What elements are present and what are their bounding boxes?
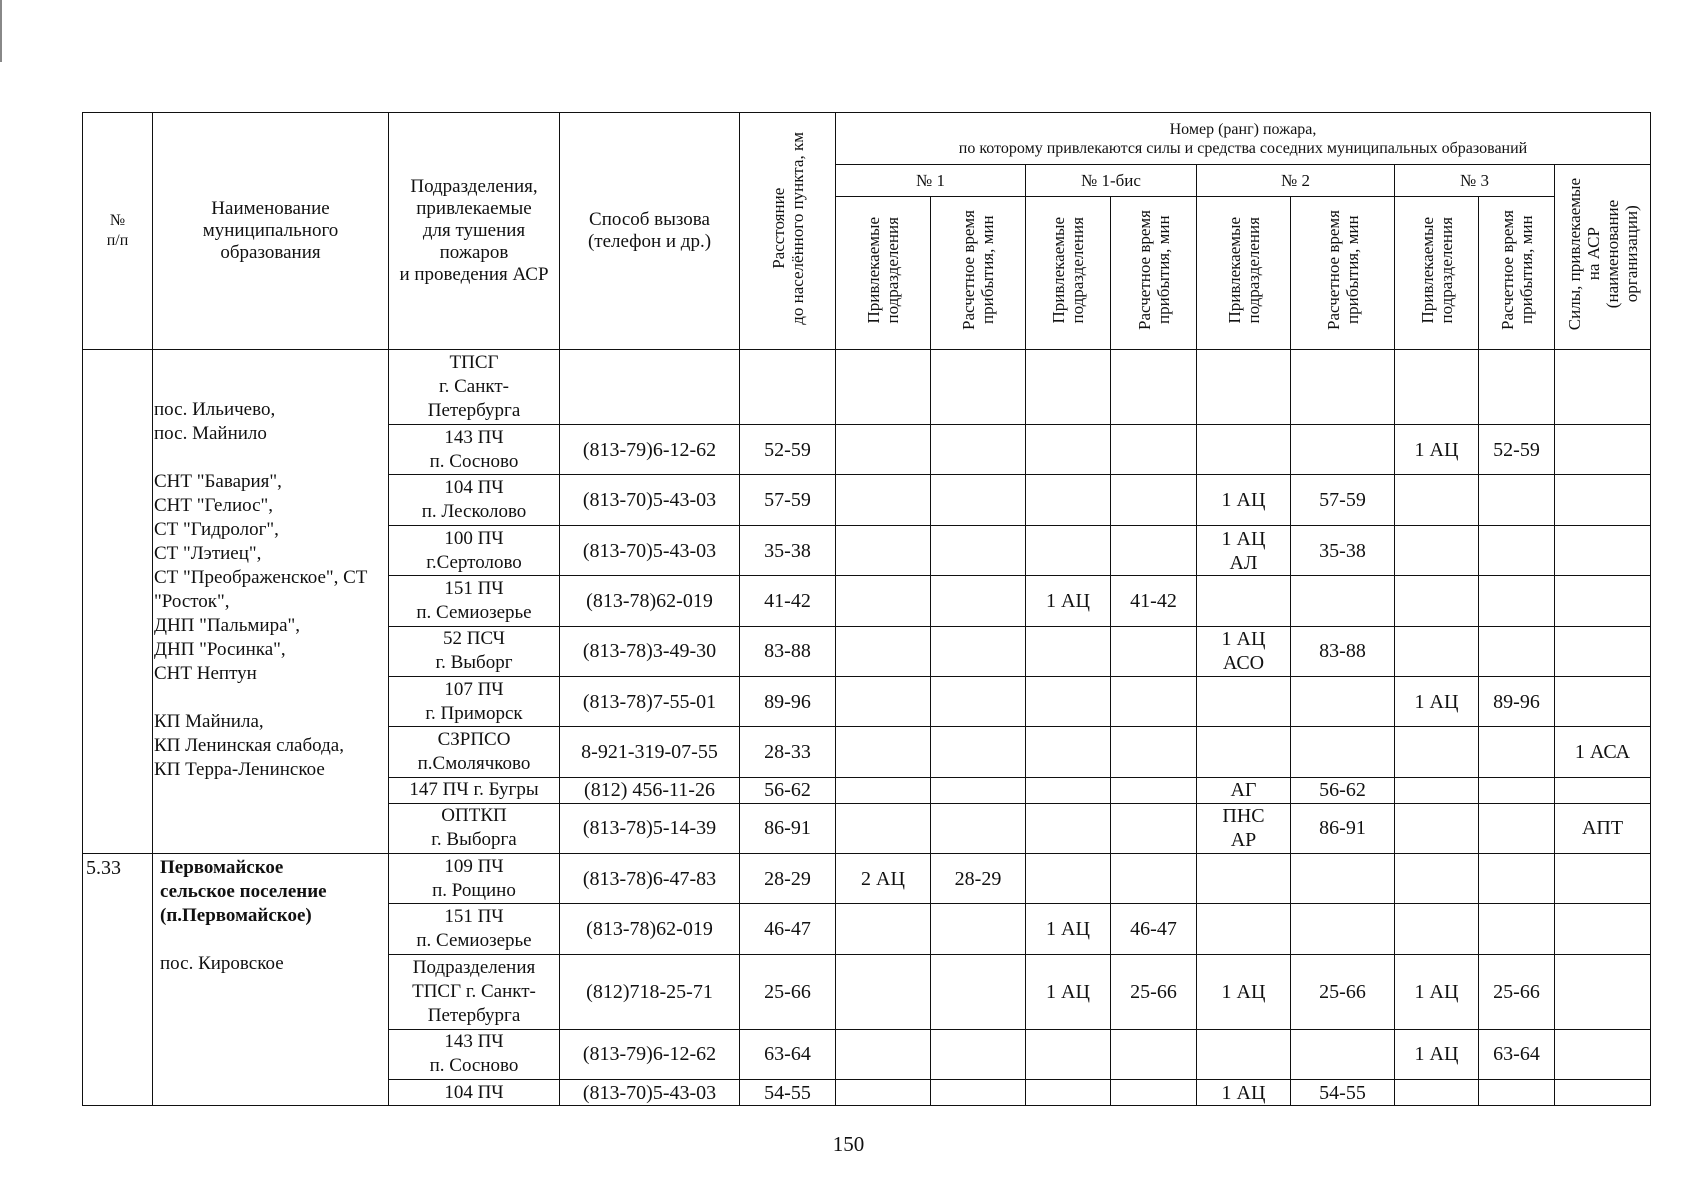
distance-cell: 86-91 (740, 803, 836, 853)
municipality-cell (153, 350, 389, 854)
distance-cell: 54-55 (740, 1080, 836, 1106)
asr-forces-cell (1555, 853, 1651, 903)
rank-label-1bis: № 1-бис (1026, 165, 1197, 197)
table-body (83, 350, 1651, 1106)
rank2-units-cell: 1 АЦ АСО (1197, 626, 1291, 676)
rank3-units-cell (1395, 1080, 1479, 1106)
rank1bis-units-cell (1026, 626, 1111, 676)
rank2-units-cell: 1 АЦ (1197, 475, 1291, 525)
rank1-time-cell (931, 350, 1026, 425)
phone-cell: (813-79)6-12-62 (560, 1029, 740, 1079)
phone-cell: (813-70)5-43-03 (560, 525, 740, 575)
rank1bis-units-cell (1026, 803, 1111, 853)
rank3-time-cell (1479, 727, 1555, 777)
rank3-time-cell: 63-64 (1479, 1029, 1555, 1079)
rank1-units-cell (836, 350, 931, 425)
phone-cell: (813-78)62-019 (560, 576, 740, 626)
subheader-units-rank1bis: Привлекаемые подразделения (1026, 197, 1111, 350)
unit-cell: 143 ПЧ п. Сосново (389, 1029, 560, 1079)
unit-cell: 151 ПЧ п. Семиозерье (389, 904, 560, 954)
rank2-units-cell: 1 АЦ (1197, 954, 1291, 1029)
rank3-time-cell (1479, 853, 1555, 903)
header-call-method: Способ вызова (телефон и др.) (560, 113, 740, 350)
asr-forces-cell (1555, 525, 1651, 575)
rank1bis-units-cell (1026, 475, 1111, 525)
asr-forces-cell (1555, 576, 1651, 626)
rank2-units-cell (1197, 904, 1291, 954)
asr-forces-cell: 1 АСА (1555, 727, 1651, 777)
rank3-time-cell (1479, 904, 1555, 954)
rank3-time-cell: 25-66 (1479, 954, 1555, 1029)
distance-cell: 46-47 (740, 904, 836, 954)
header-distance: Расстояние до населённого пункта, км (740, 113, 836, 350)
fire-forces-table (82, 112, 1651, 1106)
unit-cell: Подразделения ТПСГ г. Санкт- Петербурга (389, 954, 560, 1029)
rank1bis-time-cell (1111, 626, 1197, 676)
rank1-time-cell: 28-29 (931, 853, 1026, 903)
rank2-units-cell (1197, 677, 1291, 727)
rank1-units-cell (836, 1029, 931, 1079)
phone-cell: (813-78)5-14-39 (560, 803, 740, 853)
phone-cell: (812)718-25-71 (560, 954, 740, 1029)
rank1-units-cell (836, 677, 931, 727)
phone-cell: (813-78)62-019 (560, 904, 740, 954)
subheader-time-rank3: Расчетное время прибытия, мин (1479, 197, 1555, 350)
rank1-time-cell (931, 576, 1026, 626)
rank2-units-cell (1197, 727, 1291, 777)
unit-cell: СЗРПСО п.Смолячково (389, 727, 560, 777)
rank1-units-cell (836, 525, 931, 575)
rank1bis-time-cell (1111, 350, 1197, 425)
phone-cell: (813-70)5-43-03 (560, 1080, 740, 1106)
rank1bis-time-cell (1111, 853, 1197, 903)
table-row (83, 853, 1651, 903)
rank2-time-cell (1291, 904, 1395, 954)
rank1bis-units-cell (1026, 677, 1111, 727)
rank1bis-time-cell (1111, 525, 1197, 575)
header-number: № п/п (83, 113, 153, 350)
rank1bis-time-cell (1111, 1029, 1197, 1079)
rank3-time-cell (1479, 525, 1555, 575)
rank1bis-units-cell (1026, 1080, 1111, 1106)
rank1bis-units-cell (1026, 777, 1111, 803)
municipality-cell (153, 853, 389, 1105)
unit-cell: 109 ПЧ п. Рощино (389, 853, 560, 903)
distance-cell: 56-62 (740, 777, 836, 803)
phone-cell: (813-78)6-47-83 (560, 853, 740, 903)
rank1-units-cell (836, 904, 931, 954)
rank3-units-cell (1395, 525, 1479, 575)
rank2-time-cell: 54-55 (1291, 1080, 1395, 1106)
rank3-time-cell (1479, 803, 1555, 853)
asr-forces-cell (1555, 677, 1651, 727)
table-row (83, 350, 1651, 425)
rank2-time-cell: 35-38 (1291, 525, 1395, 575)
phone-cell: (813-79)6-12-62 (560, 425, 740, 475)
rank-label-3: № 3 (1395, 165, 1555, 197)
distance-cell: 35-38 (740, 525, 836, 575)
row-number-cell: 5.33 (83, 853, 153, 1105)
rank1bis-units-cell (1026, 853, 1111, 903)
rank2-units-cell: 1 АЦ АЛ (1197, 525, 1291, 575)
rank1bis-time-cell (1111, 803, 1197, 853)
rank1-units-cell (836, 803, 931, 853)
rank1-time-cell (931, 475, 1026, 525)
distance-cell (740, 350, 836, 425)
rank2-time-cell (1291, 1029, 1395, 1079)
distance-cell: 28-29 (740, 853, 836, 903)
row-number-cell (83, 350, 153, 854)
unit-cell: 147 ПЧ г. Бугры (389, 777, 560, 803)
rank3-time-cell (1479, 1080, 1555, 1106)
asr-forces-cell (1555, 1080, 1651, 1106)
unit-cell: 151 ПЧ п. Семиозерье (389, 576, 560, 626)
rank3-units-cell (1395, 350, 1479, 425)
distance-cell: 28-33 (740, 727, 836, 777)
rank3-units-cell (1395, 853, 1479, 903)
rank3-units-cell (1395, 626, 1479, 676)
rank1-units-cell (836, 576, 931, 626)
rank3-units-cell: 1 АЦ (1395, 954, 1479, 1029)
rank3-time-cell (1479, 350, 1555, 425)
rank1bis-units-cell: 1 АЦ (1026, 576, 1111, 626)
rank3-time-cell: 52-59 (1479, 425, 1555, 475)
header-asr-forces: Силы, привлекаемые на АСР (наименование организации) (1555, 165, 1651, 350)
municipality-text: пос. Ильичево, пос. Майнило СНТ "Бавария", СНТ "Гелиос", СТ "Гидролог", СТ "Лэтиец", СТ "Преображенское", СТ "Росток", ДНП "Пальмира", ДНП "Росинка", СНТ Нептун КП Майнила, КП Ленинская слабода, КП Терра-Ленинское (154, 399, 368, 780)
unit-cell: 107 ПЧ г. Приморск (389, 677, 560, 727)
rank2-time-cell: 56-62 (1291, 777, 1395, 803)
rank1bis-time-cell (1111, 777, 1197, 803)
rank3-units-cell: 1 АЦ (1395, 425, 1479, 475)
page-number: 150 (832, 1132, 865, 1156)
rank1bis-time-cell (1111, 475, 1197, 525)
unit-cell: 143 ПЧ п. Сосново (389, 425, 560, 475)
rank2-units-cell (1197, 425, 1291, 475)
rank3-time-cell (1479, 626, 1555, 676)
rank1bis-time-cell (1111, 727, 1197, 777)
distance-cell: 83-88 (740, 626, 836, 676)
phone-cell: (813-78)7-55-01 (560, 677, 740, 727)
rank3-units-cell (1395, 777, 1479, 803)
distance-cell: 25-66 (740, 954, 836, 1029)
asr-forces-cell: АПТ (1555, 803, 1651, 853)
rank1bis-units-cell (1026, 425, 1111, 475)
scan-edge-mark (0, 0, 2, 62)
rank2-time-cell: 86-91 (1291, 803, 1395, 853)
rank2-units-cell (1197, 350, 1291, 425)
rank3-time-cell: 89-96 (1479, 677, 1555, 727)
rank2-time-cell (1291, 576, 1395, 626)
header-municipality: Наименование муниципального образования (153, 113, 389, 350)
rank3-units-cell: 1 АЦ (1395, 677, 1479, 727)
rank2-units-cell (1197, 853, 1291, 903)
rank1bis-units-cell (1026, 350, 1111, 425)
rank1-time-cell (931, 904, 1026, 954)
asr-forces-cell (1555, 475, 1651, 525)
rank3-units-cell (1395, 727, 1479, 777)
rank1bis-units-cell: 1 АЦ (1026, 904, 1111, 954)
rank3-units-cell (1395, 803, 1479, 853)
rank1-time-cell (931, 677, 1026, 727)
header-units: Подразделения, привлекаемые для тушения пожаров и проведения АСР (389, 113, 560, 350)
rank1bis-units-cell (1026, 727, 1111, 777)
subheader-units-rank1: Привлекаемые подразделения (836, 197, 931, 350)
rank1-time-cell (931, 777, 1026, 803)
unit-cell: ОПТКП г. Выборга (389, 803, 560, 853)
rank1-time-cell (931, 1080, 1026, 1106)
asr-forces-cell (1555, 777, 1651, 803)
distance-cell: 52-59 (740, 425, 836, 475)
subheader-units-rank3: Привлекаемые подразделения (1395, 197, 1479, 350)
rank1-time-cell (931, 1029, 1026, 1079)
rank2-time-cell: 57-59 (1291, 475, 1395, 525)
rank3-units-cell (1395, 576, 1479, 626)
rank1-units-cell (836, 425, 931, 475)
header-ranks-title: Номер (ранг) пожара, по которому привлекаются силы и средства соседних муниципальных образований (836, 113, 1651, 165)
rank1bis-time-cell (1111, 677, 1197, 727)
asr-forces-cell (1555, 626, 1651, 676)
rank3-units-cell (1395, 475, 1479, 525)
unit-cell: 52 ПСЧ г. Выборг (389, 626, 560, 676)
rank1-time-cell (931, 803, 1026, 853)
subheader-time-rank2: Расчетное время прибытия, мин (1291, 197, 1395, 350)
municipality-text: Первомайское сельское поселение (п.Первомайское) пос. Кировское (160, 856, 327, 974)
rank2-units-cell (1197, 1029, 1291, 1079)
unit-cell: 104 ПЧ (389, 1080, 560, 1106)
rank1-time-cell (931, 525, 1026, 575)
asr-forces-cell (1555, 904, 1651, 954)
rank1-time-cell (931, 727, 1026, 777)
rank2-units-cell: АГ (1197, 777, 1291, 803)
rank1-units-cell (836, 727, 931, 777)
rank2-time-cell: 83-88 (1291, 626, 1395, 676)
rank1bis-time-cell: 46-47 (1111, 904, 1197, 954)
rank2-time-cell (1291, 677, 1395, 727)
rank1bis-time-cell (1111, 1080, 1197, 1106)
rank2-time-cell (1291, 425, 1395, 475)
rank1-units-cell: 2 АЦ (836, 853, 931, 903)
distance-cell: 63-64 (740, 1029, 836, 1079)
rank2-units-cell (1197, 576, 1291, 626)
asr-forces-cell (1555, 350, 1651, 425)
asr-forces-cell (1555, 425, 1651, 475)
rank3-time-cell (1479, 475, 1555, 525)
rank1bis-units-cell (1026, 1029, 1111, 1079)
rank-label-1: № 1 (836, 165, 1026, 197)
distance-cell: 41-42 (740, 576, 836, 626)
phone-cell: (813-78)3-49-30 (560, 626, 740, 676)
rank1-units-cell (836, 954, 931, 1029)
rank3-units-cell (1395, 904, 1479, 954)
unit-cell: 104 ПЧ п. Лесколово (389, 475, 560, 525)
phone-cell: (812) 456-11-26 (560, 777, 740, 803)
rank1-units-cell (836, 777, 931, 803)
rank2-units-cell: ПНС АР (1197, 803, 1291, 853)
rank1bis-time-cell: 25-66 (1111, 954, 1197, 1029)
unit-cell: ТПСГ г. Санкт- Петербурга (389, 350, 560, 425)
rank2-units-cell: 1 АЦ (1197, 1080, 1291, 1106)
table-header (83, 113, 1651, 350)
rank1bis-units-cell (1026, 525, 1111, 575)
asr-forces-cell (1555, 954, 1651, 1029)
distance-cell: 89-96 (740, 677, 836, 727)
rank2-time-cell (1291, 853, 1395, 903)
rank1-units-cell (836, 475, 931, 525)
phone-cell (560, 350, 740, 425)
distance-cell: 57-59 (740, 475, 836, 525)
rank1bis-time-cell (1111, 425, 1197, 475)
rank3-time-cell (1479, 576, 1555, 626)
rank2-time-cell: 25-66 (1291, 954, 1395, 1029)
subheader-units-rank2: Привлекаемые подразделения (1197, 197, 1291, 350)
rank1-time-cell (931, 954, 1026, 1029)
rank1bis-time-cell: 41-42 (1111, 576, 1197, 626)
rank3-units-cell: 1 АЦ (1395, 1029, 1479, 1079)
phone-cell: (813-70)5-43-03 (560, 475, 740, 525)
subheader-time-rank1bis: Расчетное время прибытия, мин (1111, 197, 1197, 350)
unit-cell: 100 ПЧ г.Сертолово (389, 525, 560, 575)
subheader-time-rank1: Расчетное время прибытия, мин (931, 197, 1026, 350)
rank-label-2: № 2 (1197, 165, 1395, 197)
rank2-time-cell (1291, 727, 1395, 777)
asr-forces-cell (1555, 1029, 1651, 1079)
rank1-time-cell (931, 425, 1026, 475)
rank1-units-cell (836, 626, 931, 676)
rank3-time-cell (1479, 777, 1555, 803)
phone-cell: 8-921-319-07-55 (560, 727, 740, 777)
rank1-units-cell (836, 1080, 931, 1106)
rank2-time-cell (1291, 350, 1395, 425)
rank1-time-cell (931, 626, 1026, 676)
rank1bis-units-cell: 1 АЦ (1026, 954, 1111, 1029)
